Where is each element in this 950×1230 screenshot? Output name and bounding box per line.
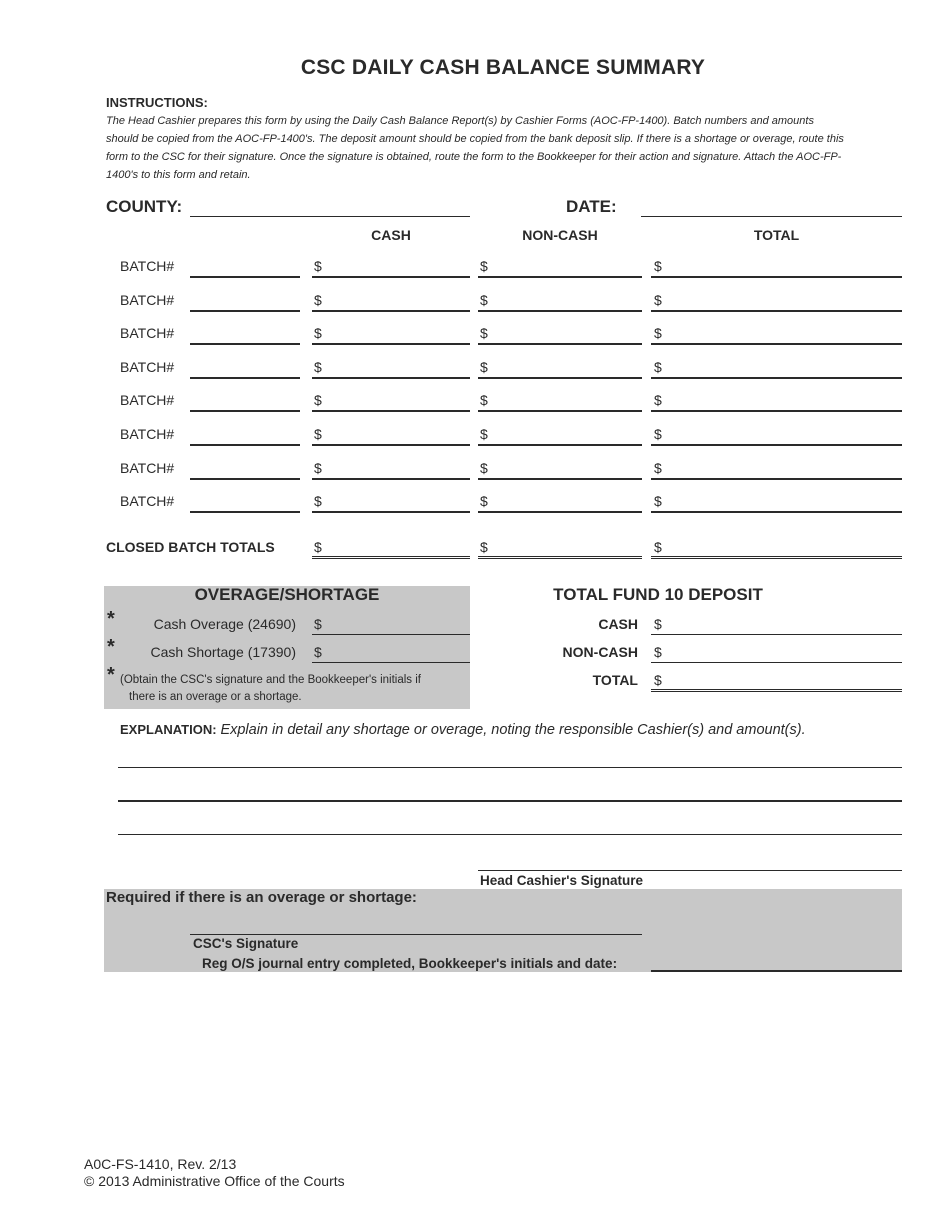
cash-currency: $ bbox=[314, 325, 322, 341]
total-currency: $ bbox=[654, 493, 662, 509]
cash-currency: $ bbox=[314, 426, 322, 442]
non-cash-amount-field[interactable] bbox=[478, 276, 642, 278]
non-cash-amount-field[interactable] bbox=[478, 377, 642, 379]
deposit-total-label: TOTAL bbox=[592, 672, 638, 688]
cash-amount-field[interactable] bbox=[312, 343, 470, 345]
closed-batch-totals-label: CLOSED BATCH TOTALS bbox=[106, 539, 275, 555]
cash-amount-field[interactable] bbox=[312, 511, 470, 513]
non-cash-currency: $ bbox=[480, 258, 488, 274]
cash-overage-field[interactable] bbox=[312, 634, 470, 635]
overage-shortage-note bbox=[120, 672, 460, 706]
copyright: © 2013 Administrative Office of the Courts bbox=[84, 1173, 345, 1189]
page-title: CSC DAILY CASH BALANCE SUMMARY bbox=[300, 56, 706, 79]
deposit-cash-currency: $ bbox=[654, 616, 662, 632]
cash-amount-field[interactable] bbox=[312, 410, 470, 412]
total-currency: $ bbox=[654, 258, 662, 274]
explanation-line-3[interactable] bbox=[118, 834, 902, 835]
cash-amount-field[interactable] bbox=[312, 377, 470, 379]
deposit-cash-label: CASH bbox=[598, 616, 638, 632]
total-amount-field[interactable] bbox=[651, 310, 902, 312]
batch-number-field[interactable] bbox=[190, 511, 300, 513]
deposit-non-cash-field[interactable] bbox=[651, 662, 902, 663]
cash-amount-field[interactable] bbox=[312, 444, 470, 446]
cash-overage-currency: $ bbox=[314, 616, 322, 632]
batch-label: BATCH# bbox=[120, 292, 175, 308]
cash-currency: $ bbox=[314, 392, 322, 408]
total-amount-field[interactable] bbox=[651, 410, 902, 412]
cash-shortage-field[interactable] bbox=[312, 662, 470, 663]
batch-label: BATCH# bbox=[120, 325, 175, 341]
non-cash-currency: $ bbox=[480, 426, 488, 442]
non-cash-currency: $ bbox=[480, 325, 488, 341]
column-header-non-cash: NON-CASH bbox=[522, 227, 598, 243]
closed-cash-currency: $ bbox=[314, 539, 322, 555]
cash-currency: $ bbox=[314, 359, 322, 375]
explanation-label: EXPLANATION: bbox=[120, 722, 217, 737]
deposit-total-currency: $ bbox=[654, 672, 662, 688]
non-cash-currency: $ bbox=[480, 460, 488, 476]
non-cash-currency: $ bbox=[480, 493, 488, 509]
non-cash-currency: $ bbox=[480, 392, 488, 408]
column-header-cash: CASH bbox=[371, 227, 411, 243]
total-amount-field[interactable] bbox=[651, 511, 902, 513]
non-cash-amount-field[interactable] bbox=[478, 343, 642, 345]
date-field[interactable] bbox=[641, 216, 902, 217]
batch-number-field[interactable] bbox=[190, 444, 300, 446]
batch-number-field[interactable] bbox=[190, 343, 300, 345]
deposit-cash-field[interactable] bbox=[651, 634, 902, 635]
footer bbox=[84, 1156, 345, 1190]
cash-overage-label: Cash Overage (24690) bbox=[153, 616, 296, 632]
closed-non-cash-total-field[interactable] bbox=[478, 556, 642, 559]
deposit-total-field[interactable] bbox=[651, 689, 902, 692]
cash-currency: $ bbox=[314, 258, 322, 274]
cash-currency: $ bbox=[314, 292, 322, 308]
cash-amount-field[interactable] bbox=[312, 310, 470, 312]
note-line-2: there is an overage or a shortage. bbox=[129, 691, 302, 703]
non-cash-amount-field[interactable] bbox=[478, 410, 642, 412]
total-currency: $ bbox=[654, 359, 662, 375]
overage-shortage-title: OVERAGE/SHORTAGE bbox=[194, 585, 380, 604]
explanation bbox=[120, 721, 806, 738]
star-marker: * bbox=[107, 636, 115, 658]
total-amount-field[interactable] bbox=[651, 276, 902, 278]
cash-amount-field[interactable] bbox=[312, 276, 470, 278]
total-amount-field[interactable] bbox=[651, 444, 902, 446]
explanation-prompt: Explain in detail any shortage or overage, noting the responsible Cashier(s) and amount(s). bbox=[220, 722, 806, 738]
batch-number-field[interactable] bbox=[190, 377, 300, 379]
total-currency: $ bbox=[654, 460, 662, 476]
deposit-non-cash-label: NON-CASH bbox=[562, 644, 638, 660]
cash-currency: $ bbox=[314, 460, 322, 476]
explanation-line-2[interactable] bbox=[118, 800, 902, 802]
non-cash-amount-field[interactable] bbox=[478, 511, 642, 513]
form-number: A0C-FS-1410, Rev. 2/13 bbox=[84, 1156, 237, 1172]
closed-non-cash-currency: $ bbox=[480, 539, 488, 555]
star-marker: * bbox=[107, 608, 115, 630]
instructions-heading: INSTRUCTIONS: bbox=[106, 95, 208, 110]
batch-number-field[interactable] bbox=[190, 410, 300, 412]
batch-number-field[interactable] bbox=[190, 478, 300, 480]
batch-label: BATCH# bbox=[120, 493, 175, 509]
cash-shortage-label: Cash Shortage (17390) bbox=[150, 644, 296, 660]
non-cash-currency: $ bbox=[480, 292, 488, 308]
cash-currency: $ bbox=[314, 493, 322, 509]
batch-label: BATCH# bbox=[120, 460, 175, 476]
batch-label: BATCH# bbox=[120, 426, 175, 442]
deposit-non-cash-currency: $ bbox=[654, 644, 662, 660]
closed-total-currency: $ bbox=[654, 539, 662, 555]
instructions-text: The Head Cashier prepares this form by using the Daily Cash Balance Report(s) by Cashier Forms (AOC-FP-1400). Batch numbers and amounts should be copied from the AOC-FP-1400's. The deposit amount should be copied from the bank deposit slip. If there is a shortage or overage, route this form to the CSC for their signature. Once the signature is obtained, route the form to the Bookkeeper for their action and signature. Attach the AOC-FP-1400's to this form and retain. bbox=[106, 115, 844, 181]
head-cashier-signature-field[interactable] bbox=[478, 870, 902, 871]
batch-label: BATCH# bbox=[120, 258, 175, 274]
head-cashier-signature-label: Head Cashier's Signature bbox=[480, 873, 644, 888]
note-line-1: (Obtain the CSC's signature and the Bookkeeper's initials if bbox=[120, 674, 421, 686]
csc-signature-label: CSC's Signature bbox=[193, 936, 299, 951]
batch-label: BATCH# bbox=[120, 392, 175, 408]
closed-grand-total-field[interactable] bbox=[651, 556, 902, 559]
batch-number-field[interactable] bbox=[190, 276, 300, 278]
required-note: Required if there is an overage or shortage: bbox=[106, 889, 417, 906]
fund-deposit-title: TOTAL FUND 10 DEPOSIT bbox=[553, 585, 763, 604]
cash-amount-field[interactable] bbox=[312, 478, 470, 480]
county-label: COUNTY: bbox=[106, 197, 183, 216]
batch-label: BATCH# bbox=[120, 359, 175, 375]
non-cash-amount-field[interactable] bbox=[478, 444, 642, 446]
title-clip bbox=[0, 50, 718, 86]
total-currency: $ bbox=[654, 325, 662, 341]
non-cash-currency: $ bbox=[480, 359, 488, 375]
total-amount-field[interactable] bbox=[651, 377, 902, 379]
column-header-total: TOTAL bbox=[753, 227, 800, 243]
closed-cash-total-field[interactable] bbox=[312, 556, 470, 559]
non-cash-amount-field[interactable] bbox=[478, 310, 642, 312]
total-currency: $ bbox=[654, 392, 662, 408]
total-currency: $ bbox=[654, 426, 662, 442]
date-label: DATE: bbox=[566, 197, 617, 216]
total-amount-field[interactable] bbox=[651, 478, 902, 480]
batch-number-field[interactable] bbox=[190, 310, 300, 312]
bookkeeper-initials-field[interactable] bbox=[651, 970, 902, 972]
csc-signature-field[interactable] bbox=[190, 934, 642, 935]
explanation-line-1[interactable] bbox=[118, 767, 902, 768]
total-amount-field[interactable] bbox=[651, 343, 902, 345]
star-marker: * bbox=[107, 664, 115, 686]
cash-shortage-currency: $ bbox=[314, 644, 322, 660]
bookkeeper-label: Reg O/S journal entry completed, Bookkeeper's initials and date: bbox=[202, 956, 618, 971]
non-cash-amount-field[interactable] bbox=[478, 478, 642, 480]
county-field[interactable] bbox=[190, 216, 470, 217]
total-currency: $ bbox=[654, 292, 662, 308]
